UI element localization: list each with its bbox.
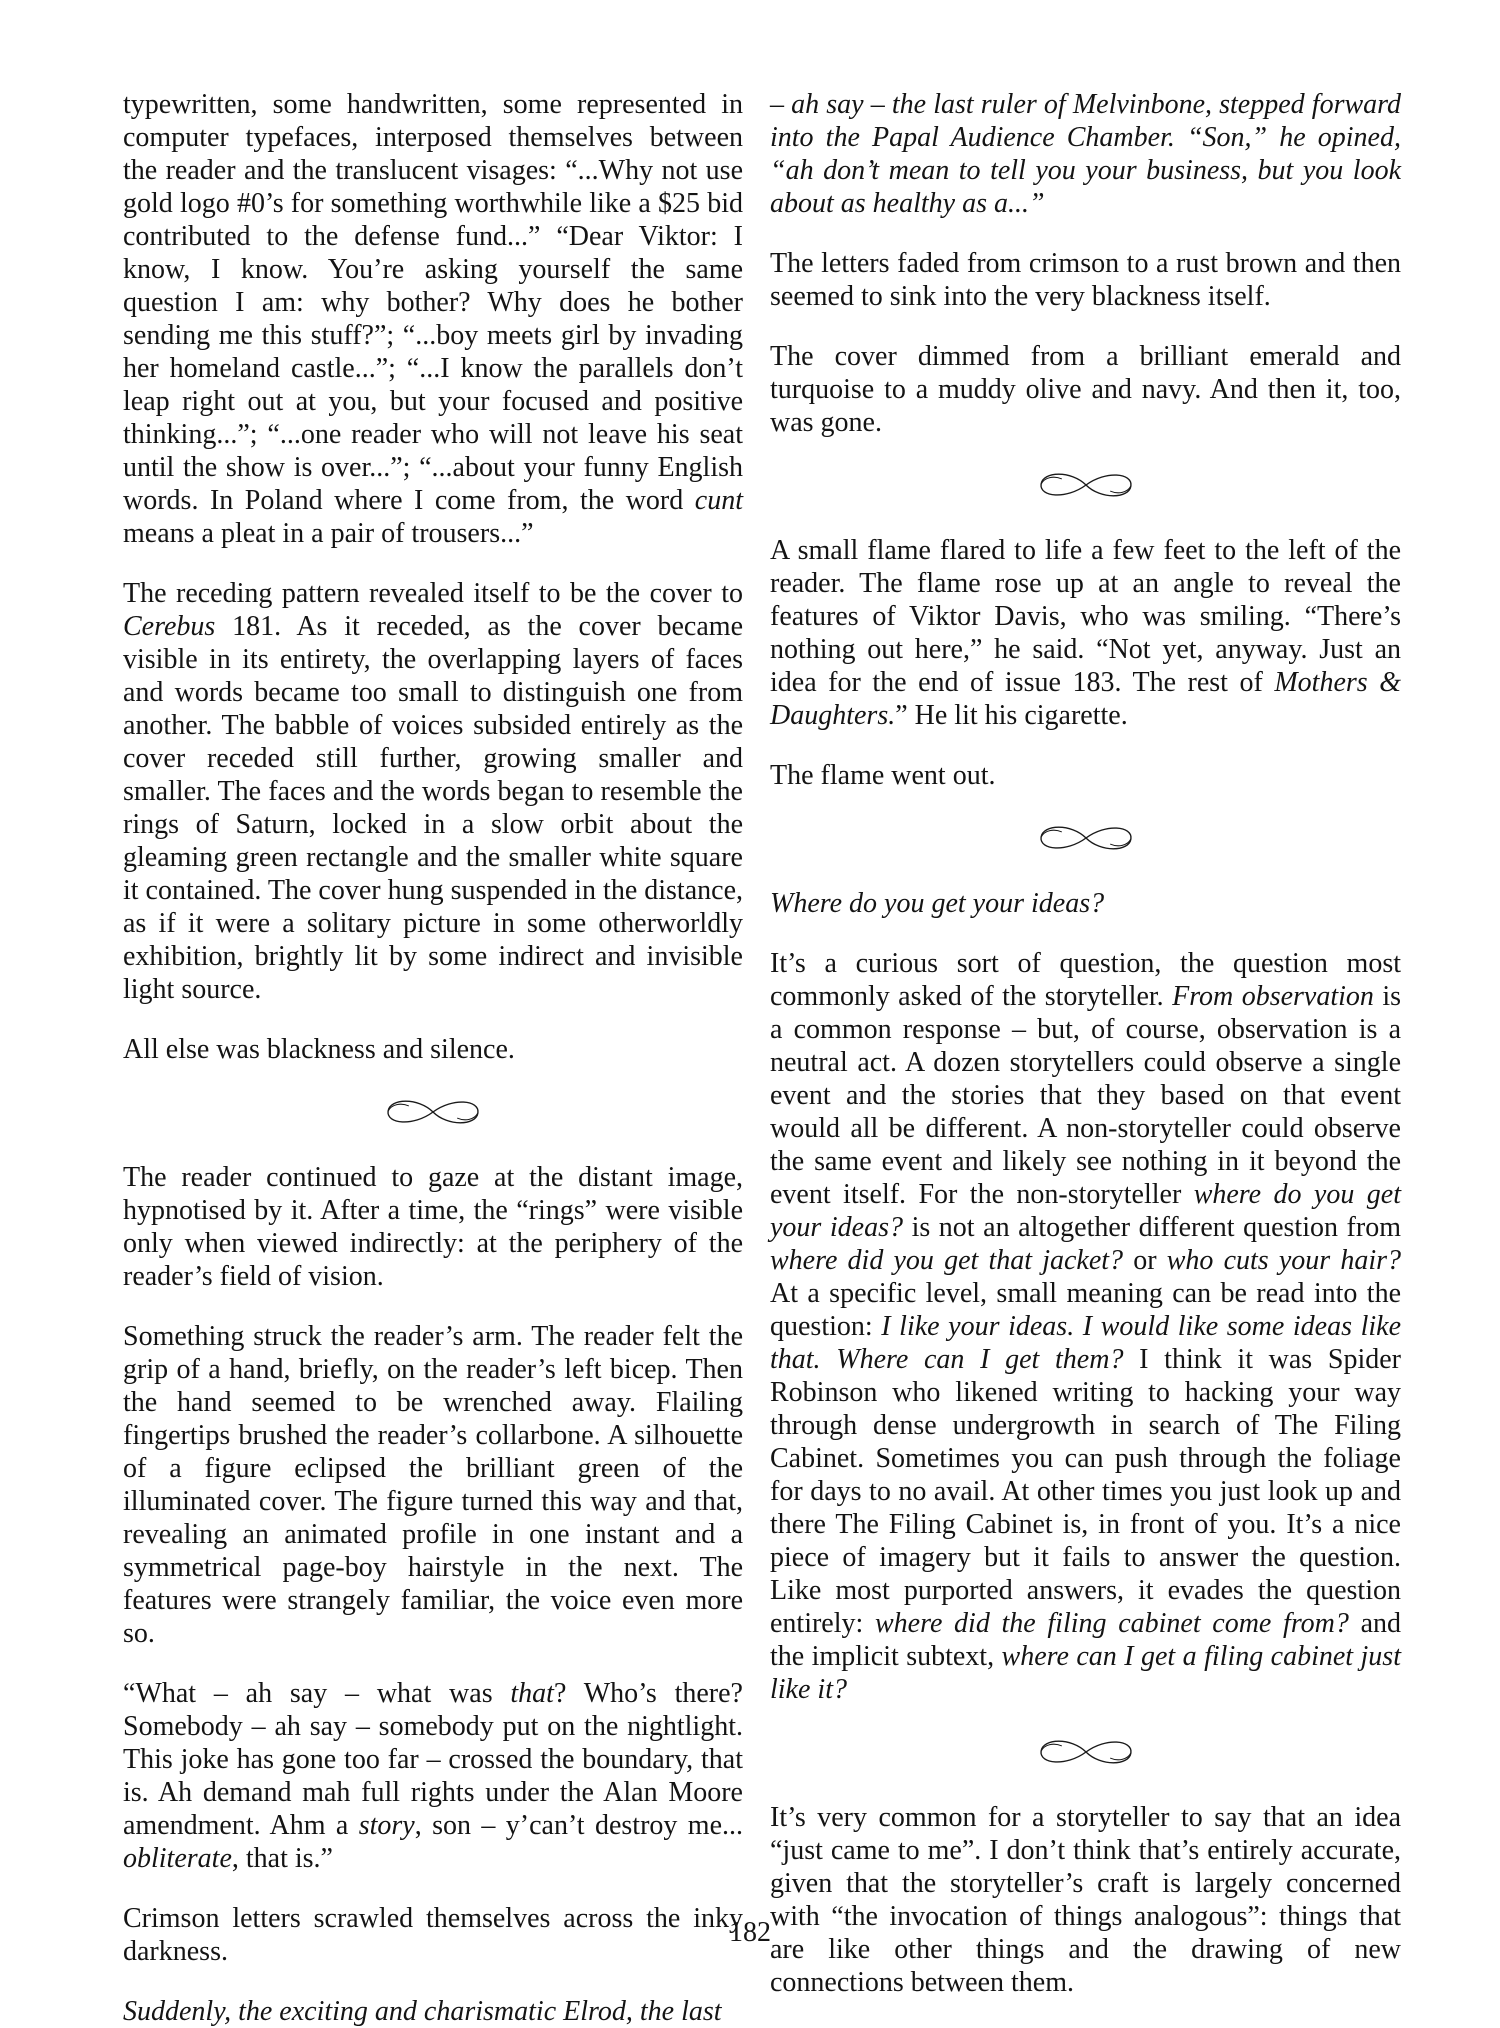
paragraph: The reader continued to gaze at the distant image, hypnotised by it. After a time, the “rings” were visible only when viewed indirectly: at the periphery of the reader’s field of vision. (123, 1162, 743, 1292)
paragraph: typewritten, some handwritten, some represented in computer typefaces, interposed themselves between the reader and the translucent visages: “...Why not use gold logo #0’s for something worthwhile like a $25 bid contributed to the defense fund...” “Dear Viktor: I know, I know. You’re asking yourself the same question I am: why bother? Why does he bother sending me this stuff?”; “...boy meets girl by invading her homeland castle...”; “...I know the parallels don’t leap right out at you, but your focused and positive thinking...”; “...one reader who will not leave his seat until the show is over...”; “...about your funny English words. In Poland where I come from, the word cunt means a pleat in a pair of trousers...” (123, 89, 743, 549)
section-divider (770, 1733, 1401, 1771)
paragraph: A small flame flared to life a few feet to the left of the reader. The flame rose up at an angle to reveal the features of Viktor Davis, who was smiling. “There’s nothing out here,” he said. “Not yet, anyway. Just an idea for the end of issue 183. The rest of Mothers & Daughters.” He lit his cigarette. (770, 535, 1401, 731)
paragraph: All else was blackness and silence. (123, 1034, 515, 1065)
paragraph: The cover dimmed from a brilliant emerald and turquoise to a muddy olive and navy. And then it, too, was gone. (770, 341, 1401, 438)
paragraph: “What – ah say – what was that? Who’s there? Somebody – ah say – somebody put on the nightlight. This joke has gone too far – crossed the boundary, that is. Ah demand mah full rights under the Alan Moore amendment. Ahm a story, son – y’can’t destroy me... obliterate, that is.” (123, 1678, 743, 1874)
paragraph: Something struck the reader’s arm. The reader felt the grip of a hand, briefly, on the reader’s left bicep. Then the hand seemed to be wrenched away. Flailing fingertips brushed the reader’s collarbone. A silhouette of a figure eclipsed the brilliant green of the illuminated cover. The figure turned this way and that, revealing an animated profile in one instant and a symmetrical page-boy hairstyle in the next. The features were strangely familiar, the voice even more so. (123, 1321, 743, 1649)
infinity-flourish-icon (1024, 466, 1148, 504)
section-heading: Where do you get your ideas? (770, 888, 1105, 919)
paragraph: It’s a curious sort of question, the question most commonly asked of the storyteller. From observation is a common response – but, of course, observation is a neutral act. A dozen storytellers could observe a single event and the stories that they based on that event would all be different. A non-storyteller could observe the same event and likely see nothing in it beyond the event itself. For the non-storyteller where do you get your ideas? is not an altogether different question from where did you get that jacket? or who cuts your hair? At a specific level, small meaning can be read into the question: I like your ideas. I would like some ideas like that. Where can I get them? I think it was Spider Robinson who likened writing to hacking your way through dense undergrowth in search of The Filing Cabinet. Sometimes you can push through the foliage for days to no avail. At other times you just look up and there The Filing Cabinet is, in front of you. It’s a nice piece of imagery but it fails to answer the question. Like most purported answers, it evades the question entirely: where did the filing cabinet come from? and the implicit subtext, where can I get a filing cabinet just like it? (770, 948, 1402, 1705)
paragraph: The receding pattern revealed itself to be the cover to Cerebus 181. As it receded, as the cover became visible in its entirety, the overlapping layers of faces and words became too small to distinguish one from another. The babble of voices subsided entirely as the cover receded still further, growing smaller and smaller. The faces and the words began to resemble the rings of Saturn, locked in a slow orbit about the gleaming green rectangle and the smaller white square it contained. The cover hung suspended in the distance, as if it were a solitary picture in some otherworldly exhibition, brightly lit by some indirect and invisible light source. (123, 578, 743, 1005)
infinity-flourish-icon (1024, 819, 1148, 857)
paragraph: Crimson letters scrawled themselves across the inky darkness. (123, 1903, 743, 1967)
paragraph: It’s very common for a storyteller to say that an idea “just came to me”. I don’t think that’s entirely accurate, given that the storyteller’s craft is largely concerned with “the invocation of things analogous”: things that are like other things and the drawing of new connections between them. (770, 1802, 1401, 1998)
paragraph: The letters faded from crimson to a rust brown and then seemed to sink into the very blackness itself. (770, 248, 1401, 312)
right-text-column (770, 88, 1401, 1999)
section-divider (123, 1093, 743, 1131)
infinity-flourish-icon (1024, 1733, 1148, 1771)
paragraph: Suddenly, the exciting and charismatic Elrod, the last (123, 1996, 722, 2027)
paragraph: – ah say – the last ruler of Melvinbone, stepped forward into the Papal Audience Chamber. “Son,” he opined, “ah don’t mean to tell you your business, but you look about as healthy as a...” (770, 89, 1401, 219)
infinity-flourish-icon (371, 1093, 495, 1131)
left-text-column (123, 88, 743, 2028)
section-divider (770, 819, 1401, 857)
page-number: 182 (729, 1917, 771, 1948)
section-divider (770, 466, 1401, 504)
paragraph: The flame went out. (770, 760, 996, 791)
